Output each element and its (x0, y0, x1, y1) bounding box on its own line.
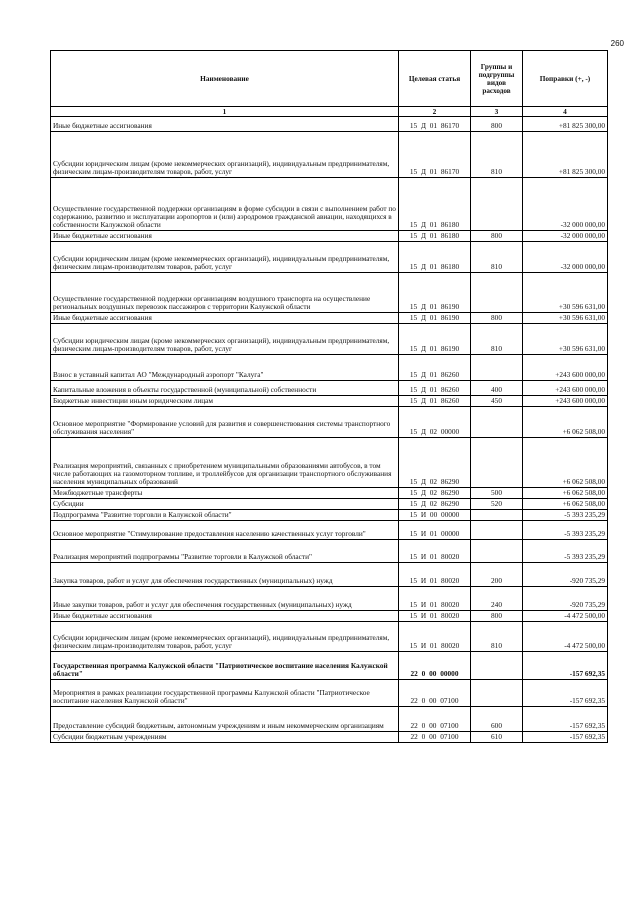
row-expense-group: 810 (471, 132, 523, 178)
row-target-article: 22 0 00 07100 (399, 707, 471, 732)
row-target-article: 15 Д 02 00000 (399, 407, 471, 438)
table-row (51, 178, 608, 231)
table-row (51, 587, 608, 611)
row-amount: +81 825 300,00 (523, 132, 608, 178)
column-number-2: 2 (399, 107, 471, 117)
row-expense-group (471, 680, 523, 707)
table-row (51, 381, 608, 396)
table-row (51, 324, 608, 355)
row-target-article: 15 И 01 80020 (399, 587, 471, 611)
row-expense-group: 450 (471, 396, 523, 407)
row-target-article: 15 И 00 00000 (399, 510, 471, 521)
row-target-article: 15 Д 02 86290 (399, 488, 471, 499)
row-amount: +243 600 000,00 (523, 381, 608, 396)
header-amount: Поправки (+, -) (523, 51, 608, 107)
row-target-article: 15 Д 01 86260 (399, 396, 471, 407)
table-row (51, 499, 608, 510)
row-name: Подпрограмма "Развитие торговли в Калужской области" (51, 510, 399, 521)
row-amount: +81 825 300,00 (523, 117, 608, 132)
header-target: Целевая статья (399, 51, 471, 107)
row-amount: -5 393 235,29 (523, 510, 608, 521)
column-number-1: 1 (51, 107, 399, 117)
row-amount: +6 062 508,00 (523, 438, 608, 488)
row-expense-group (471, 438, 523, 488)
row-target-article: 15 Д 01 86170 (399, 132, 471, 178)
table-row (51, 563, 608, 587)
table-row (51, 652, 608, 680)
table-row (51, 488, 608, 499)
row-name: Иные бюджетные ассигнования (51, 611, 399, 622)
row-amount: -4 472 500,00 (523, 611, 608, 622)
row-target-article: 15 И 01 80020 (399, 540, 471, 563)
row-amount: +243 600 000,00 (523, 355, 608, 381)
table-header-row (51, 51, 608, 107)
row-expense-group: 610 (471, 732, 523, 743)
row-expense-group: 810 (471, 622, 523, 652)
row-name: Субсидии бюджетным учреждениям (51, 732, 399, 743)
row-target-article: 15 Д 02 86290 (399, 499, 471, 510)
row-expense-group (471, 652, 523, 680)
column-number-3: 3 (471, 107, 523, 117)
row-name: Основное мероприятие "Стимулирование предоставления населению качественных услуг торговли" (51, 521, 399, 540)
budget-amendments-table (50, 50, 608, 743)
row-expense-group (471, 521, 523, 540)
row-target-article: 15 И 01 80020 (399, 611, 471, 622)
row-amount: +30 596 631,00 (523, 273, 608, 313)
header-name: Наименование (51, 51, 399, 107)
row-amount: -157 692,35 (523, 680, 608, 707)
column-number-row (51, 107, 608, 117)
row-amount: +243 600 000,00 (523, 396, 608, 407)
row-target-article: 15 Д 02 86290 (399, 438, 471, 488)
row-expense-group: 800 (471, 313, 523, 324)
table-row (51, 231, 608, 242)
row-amount: -4 472 500,00 (523, 622, 608, 652)
row-amount: +30 596 631,00 (523, 324, 608, 355)
row-name: Капитальные вложения в объекты государственной (муниципальной) собственности (51, 381, 399, 396)
row-amount: +6 062 508,00 (523, 407, 608, 438)
row-amount: -5 393 235,29 (523, 540, 608, 563)
row-name: Государственная программа Калужской области "Патриотическое воспитание населения Калужской области" (51, 652, 399, 680)
table-row (51, 540, 608, 563)
row-name: Реализация мероприятий подпрограммы "Развитие торговли в Калужской области" (51, 540, 399, 563)
row-expense-group: 810 (471, 324, 523, 355)
row-name: Субсидии юридическим лицам (кроме некоммерческих организаций), индивидуальным предпринимателям, физическим лицам-производителям товаров, работ, услуг (51, 242, 399, 273)
row-target-article: 15 Д 01 86170 (399, 117, 471, 132)
row-name: Бюджетные инвестиции иным юридическим лицам (51, 396, 399, 407)
row-target-article: 15 Д 01 86260 (399, 381, 471, 396)
row-amount: -157 692,35 (523, 707, 608, 732)
row-name: Предоставление субсидий бюджетным, автономным учреждениям и иным некоммерческим организациям (51, 707, 399, 732)
row-name: Реализация мероприятий, связанных с приобретением муниципальными образованиями автобусов, в том числе работающих на газомоторном топливе, и троллейбусов для организации транспортного обслуживания населения муниципальных образований (51, 438, 399, 488)
row-name: Субсидии юридическим лицам (кроме некоммерческих организаций), индивидуальным предпринимателям, физическим лицам-производителям товаров, работ, услуг (51, 132, 399, 178)
row-target-article: 15 Д 01 86180 (399, 231, 471, 242)
row-name: Иные бюджетные ассигнования (51, 313, 399, 324)
row-amount: -157 692,35 (523, 732, 608, 743)
row-target-article: 15 Д 01 86190 (399, 324, 471, 355)
row-name: Иные бюджетные ассигнования (51, 231, 399, 242)
table-row (51, 407, 608, 438)
table-row (51, 611, 608, 622)
table-row (51, 438, 608, 488)
row-target-article: 15 И 01 80020 (399, 563, 471, 587)
row-expense-group: 200 (471, 563, 523, 587)
row-expense-group: 800 (471, 611, 523, 622)
row-target-article: 15 И 01 00000 (399, 521, 471, 540)
row-target-article: 15 Д 01 86260 (399, 355, 471, 381)
header-groups: Группы и подгруппы видов расходов (471, 51, 523, 107)
row-expense-group: 400 (471, 381, 523, 396)
row-expense-group (471, 407, 523, 438)
row-target-article: 22 0 00 07100 (399, 680, 471, 707)
row-name: Субсидии (51, 499, 399, 510)
row-name: Осуществление государственной поддержки организациям воздушного транспорта на осуществление региональных воздушных перевозок пассажиров с территории Калужской области (51, 273, 399, 313)
row-expense-group (471, 510, 523, 521)
row-amount: -32 000 000,00 (523, 231, 608, 242)
row-expense-group (471, 540, 523, 563)
row-expense-group (471, 355, 523, 381)
table-row (51, 132, 608, 178)
column-number-4: 4 (523, 107, 608, 117)
row-amount: -157 692,35 (523, 652, 608, 680)
row-expense-group: 810 (471, 242, 523, 273)
row-amount: +30 596 631,00 (523, 313, 608, 324)
table-row (51, 707, 608, 732)
row-amount: -32 000 000,00 (523, 242, 608, 273)
row-expense-group: 240 (471, 587, 523, 611)
row-target-article: 15 Д 01 86180 (399, 242, 471, 273)
row-target-article: 15 Д 01 86180 (399, 178, 471, 231)
row-expense-group: 500 (471, 488, 523, 499)
row-target-article: 22 0 00 07100 (399, 732, 471, 743)
row-amount: -920 735,29 (523, 587, 608, 611)
table-row (51, 622, 608, 652)
table-row (51, 396, 608, 407)
row-name: Субсидии юридическим лицам (кроме некоммерческих организаций), индивидуальным предпринимателям, физическим лицам-производителям товаров, работ, услуг (51, 324, 399, 355)
row-target-article: 15 И 01 80020 (399, 622, 471, 652)
table-row (51, 117, 608, 132)
row-expense-group: 600 (471, 707, 523, 732)
row-expense-group: 520 (471, 499, 523, 510)
row-target-article: 15 Д 01 86190 (399, 273, 471, 313)
row-name: Основное мероприятие "Формирование условий для развития и совершенствования системы транспортного обслуживания населения" (51, 407, 399, 438)
row-expense-group: 800 (471, 117, 523, 132)
row-amount: -32 000 000,00 (523, 178, 608, 231)
table-row (51, 680, 608, 707)
row-amount: -5 393 235,29 (523, 521, 608, 540)
table-row (51, 355, 608, 381)
table-row (51, 313, 608, 324)
page-number: 260 (610, 39, 624, 48)
table-row (51, 242, 608, 273)
row-name: Взнос в уставный капитал АО "Международный аэропорт "Калуга" (51, 355, 399, 381)
row-expense-group (471, 178, 523, 231)
table-row (51, 732, 608, 743)
row-amount: +6 062 508,00 (523, 488, 608, 499)
table-row (51, 521, 608, 540)
row-amount: -920 735,29 (523, 563, 608, 587)
row-name: Иные бюджетные ассигнования (51, 117, 399, 132)
row-name: Закупка товаров, работ и услуг для обеспечения государственных (муниципальных) нужд (51, 563, 399, 587)
table-row (51, 510, 608, 521)
row-name: Мероприятия в рамках реализации государственной программы Калужской области "Патриотическое воспитание населения Калужской области" (51, 680, 399, 707)
table-row (51, 273, 608, 313)
row-expense-group: 800 (471, 231, 523, 242)
row-target-article: 22 0 00 00000 (399, 652, 471, 680)
row-amount: +6 062 508,00 (523, 499, 608, 510)
row-target-article: 15 Д 01 86190 (399, 313, 471, 324)
row-name: Межбюджетные трансферты (51, 488, 399, 499)
row-name: Осуществление государственной поддержки организациям в форме субсидии в связи с выполнением работ по содержанию, развитию и эксплуатации аэропортов и (или) аэродромов гражданской авиации, находящихся в собственности Калужской области (51, 178, 399, 231)
row-name: Субсидии юридическим лицам (кроме некоммерческих организаций), индивидуальным предпринимателям, физическим лицам-производителям товаров, работ, услуг (51, 622, 399, 652)
row-name: Иные закупки товаров, работ и услуг для обеспечения государственных (муниципальных) нужд (51, 587, 399, 611)
row-expense-group (471, 273, 523, 313)
table-body (51, 117, 608, 743)
